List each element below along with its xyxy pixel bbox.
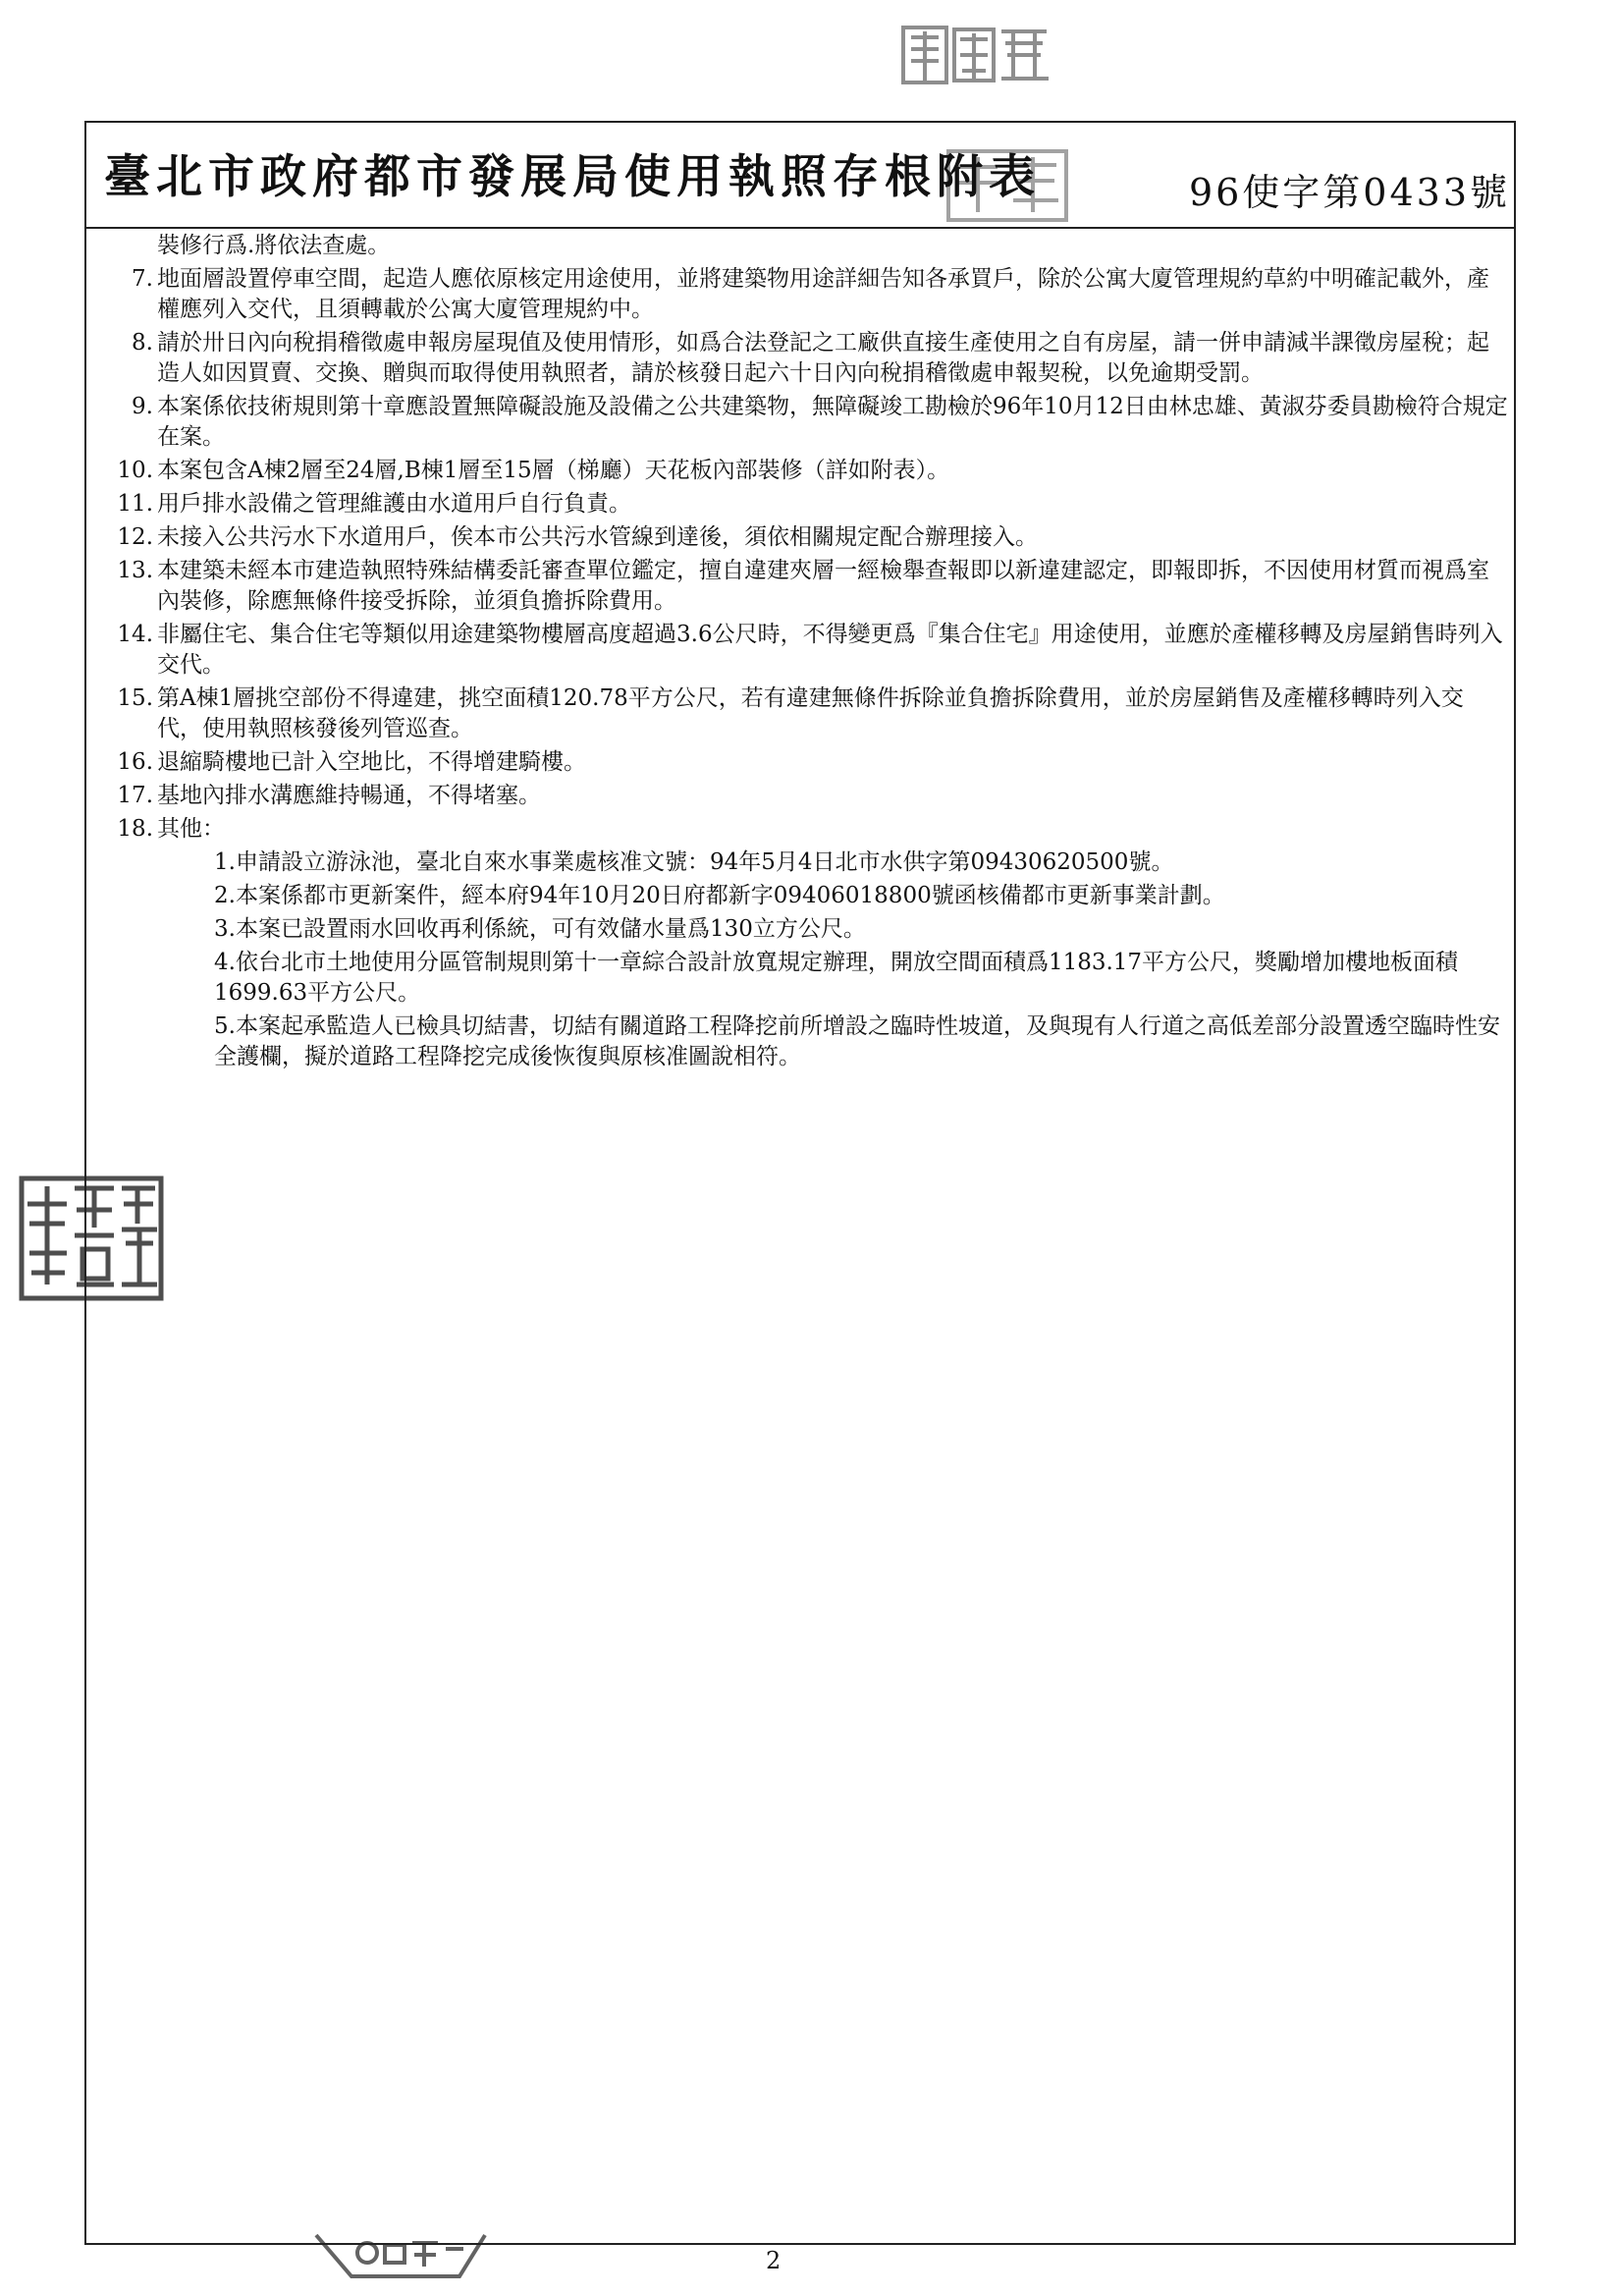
item-number: 11. xyxy=(117,491,153,517)
sub-item: 5.本案起承監造人已檢具切結書，切結有關道路工程降挖前所增設之臨時性坡道，及與現有人行道之高低差部分設置透空臨時性安全護欄，擬於道路工程降挖完成後恢復與原核准圖說相符。 xyxy=(214,1013,1500,1069)
permit-number: 96使字第0433號 xyxy=(1188,171,1510,214)
item-text: 退縮騎樓地已計入空地比，不得增建騎樓。 xyxy=(157,749,586,775)
item-text: 本案包含A棟2層至24層,B棟1層至15層（梯廳）天花板內部裝修（詳如附表）。 xyxy=(157,458,950,483)
item-number: 9. xyxy=(132,394,153,419)
item-number: 7. xyxy=(132,266,153,292)
item-number: 18. xyxy=(117,816,153,842)
page-title: 臺北市政府都市發展局使用執照存根附表 xyxy=(104,150,1041,204)
item-text: 其他： xyxy=(157,816,225,842)
sub-item: 4.依台北市土地使用分區管制規則第十一章綜合設計放寬規定辦理，開放空間面積爲1183.17平方公尺，獎勵增加樓地板面積1699.63平方公尺。 xyxy=(214,950,1459,1006)
document-body xyxy=(104,231,1508,1075)
list-item xyxy=(104,522,1508,553)
item-text: 地面層設置停車空間，起造人應依原核定用途使用，並將建築物用途詳細告知各承買戶，除於公寓大廈管理規約草約中明確記載外，產權應列入交代，且須轉載於公寓大廈管理規約中。 xyxy=(157,266,1489,322)
item-number: 10. xyxy=(117,458,153,483)
list-item xyxy=(104,814,1508,845)
item-number: 16. xyxy=(117,749,153,775)
sub-item: 1.申請設立游泳池，臺北自來水事業處核准文號：94年5月4日北市水供字第09430620500號。 xyxy=(214,849,1174,875)
page-number: 2 xyxy=(766,2247,782,2274)
list-item xyxy=(104,683,1508,744)
item-text: 本案係依技術規則第十章應設置無障礙設施及設備之公共建築物，無障礙竣工勘檢於96年10月12日由林忠雄、黃淑芬委員勘檢符合規定在案。 xyxy=(157,394,1508,450)
item-text: 本建築未經本市建造執照特殊結構委託審查單位鑑定，擅自違建夾層一經檢舉查報即以新違建認定，即報即拆，不因使用材質而視爲室內裝修，除應無條件接受拆除，並須負擔拆除費用。 xyxy=(157,558,1489,614)
item-text: 用戶排水設備之管理維護由水道用戶自行負責。 xyxy=(157,491,631,517)
document-frame xyxy=(84,121,1516,2245)
sub-item: 3.本案已設置雨水回收再利係統，可有效儲水量爲130立方公尺。 xyxy=(214,916,866,942)
list-item xyxy=(104,620,1508,681)
title-row xyxy=(86,123,1514,229)
item-number: 15. xyxy=(117,685,153,711)
item-text: 請於卅日內向稅捐稽徵處申報房屋現值及使用情形，如爲合法登記之工廠供直接生產使用之自有房屋，請一併申請減半課徵房屋稅；起造人如因買賣、交換、贈與而取得使用執照者，請於核發日起六十日內向稅捐稽徵處申報契稅，以免逾期受罰。 xyxy=(157,330,1489,386)
item-text: 基地內排水溝應維持暢通，不得堵塞。 xyxy=(157,783,541,808)
list-item xyxy=(104,456,1508,486)
item-number: 12. xyxy=(117,524,153,550)
intro-line: 裝修行爲.將依法查處。 xyxy=(157,233,391,258)
list-item xyxy=(104,328,1508,389)
item-text: 第A棟1層挑空部份不得違建，挑空面積120.78平方公尺，若有違建無條件拆除並負擔拆除費用，並於房屋銷售及產權移轉時列入交代，使用執照核發後列管巡查。 xyxy=(157,685,1464,741)
item-number: 17. xyxy=(117,783,153,808)
item-number: 8. xyxy=(132,330,153,355)
list-item xyxy=(104,747,1508,778)
item-text: 未接入公共污水下水道用戶，俟本市公共污水管線到達後，須依相關規定配合辦理接入。 xyxy=(157,524,1038,550)
seal-stamp-top xyxy=(897,22,1054,90)
item-text: 非屬住宅、集合住宅等類似用途建築物樓層高度超過3.6公尺時，不得變更爲『集合住宅』用途使用，並應於產權移轉及房屋銷售時列入交代。 xyxy=(157,622,1503,678)
list-item xyxy=(104,392,1508,453)
list-item xyxy=(104,781,1508,811)
list-item xyxy=(104,264,1508,325)
sub-item: 2.本案係都市更新案件，經本府94年10月20日府都新字09406018800號函核備都市更新事業計劃。 xyxy=(214,883,1225,908)
item-number: 14. xyxy=(117,622,153,647)
list-item xyxy=(104,489,1508,519)
item-number: 13. xyxy=(117,558,153,583)
list-item xyxy=(104,556,1508,617)
